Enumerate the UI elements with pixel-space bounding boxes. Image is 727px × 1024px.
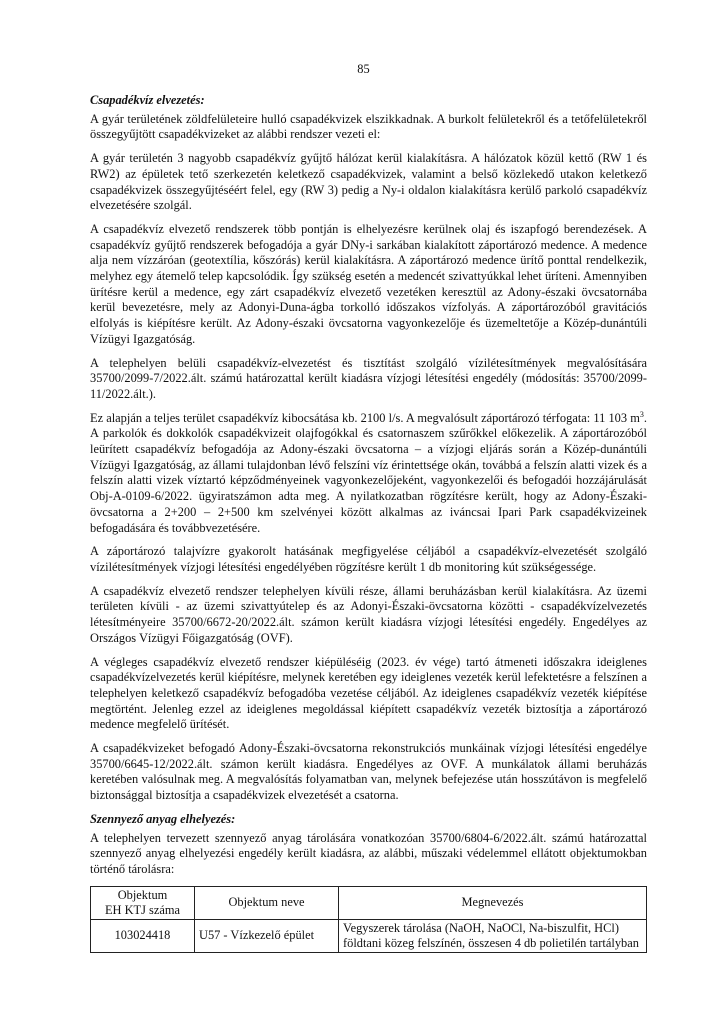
cell-object-name: U57 - Vízkezelő épület	[195, 919, 339, 952]
cell-object-id: 103024418	[91, 919, 195, 952]
header-description: Megnevezés	[339, 886, 647, 919]
cell-description: Vegyszerek tárolása (NaOH, NaOCl, Na-biszulfit, HCl) földtani közeg felszínén, összesen 4 db polietilén tartályban	[339, 919, 647, 952]
paragraph-7: A csapadékvíz elvezető rendszer telephelyen kívüli része, állami beruházásban kerül kialakításra. Az üzemi területen kívüli - az üzemi szivattyútelep és az Adonyi-Északi-övcsatorna közötti - csapadékvízelvezetés létesítményeire 35700/6672-20/2022.ált. számon került kiadásra vízjogi létesítési engedély. Engedélyes az Országos Vízügyi Főigazgatóság (OVF).	[90, 583, 647, 645]
paragraph-4: A telephelyen belüli csapadékvíz-elvezetést és tisztítást szolgáló vízilétesítmények megvalósítására 35700/2099-7/2022.ált. számú határozattal került kiadásra vízjogi létesítési engedély (módosítás: 35700/2099-11/2022.ált.).	[90, 355, 647, 401]
page-number: 85	[357, 62, 370, 76]
table-header-row	[91, 886, 647, 919]
paragraph-5-part-a: Ez alapján a teljes terület csapadékvíz kibocsátása kb. 2100 l/s. A megvalósult záportározó térfogata: 11 103 m	[90, 410, 640, 425]
paragraph-1: A gyár területének zöldfelületeire hulló csapadékvizek elszikkadnak. A burkolt felületekről és a tetőfelületekről összegyűjtött csapadékvizeket az alábbi rendszer vezeti el:	[90, 111, 647, 142]
header-object-id: Objektum EH KTJ száma	[91, 886, 195, 919]
page-content	[90, 93, 647, 953]
paragraph-6: A záportározó talajvízre gyakorolt hatásának megfigyelése céljából a csapadékvíz-elvezetését szolgáló vízilétesítmények vízjogi létesítési engedélyében rögzítésre került 1 db monitoring kút szükségessége.	[90, 544, 647, 574]
paragraph-5-part-b: . A parkolók és dokkolók csapadékvizeit olajfogókkal és csatornaszem szűrőkkel előkezelik. A záportározóból leürített csapadékvíz befogadója az Adony-északi övcsatorna – a vízjogi eljárás során a Közép-dunántúli Vízügyi Igazgatóság, az állami tulajdonban lévő felszíni víz érintettsége okán, továbbá a felszín alatti vizek és a felszín alatti vizek víztartó képződményeinek vagyonkezelőjeként, vagyonkezelői és befogadói hozzájárulását Obj-A-0109-6/2022. ügyiratszámon adta meg. A nyilatkozatban rögzítésre került, hogy az Adony-Északi-övcsatorna a 2+200 – 2+500 km szelvényei között alkalmas az iváncsai Ipari Park csapadékvizeinek befogadására és továbbvezetésére.	[90, 410, 647, 535]
pollutant-heading: Szennyező anyag elhelyezés:	[90, 811, 236, 826]
header-object-name: Objektum neve	[195, 886, 339, 919]
stormwater-heading: Csapadékvíz elvezetés:	[90, 93, 205, 107]
table-row	[91, 919, 647, 952]
paragraph-8: A végleges csapadékvíz elvezető rendszer kiépüléséig (2023. év vége) tartó átmeneti időszakra ideiglenes csapadékvízelvezetés kerül kiépítésre, melynek keretében egy ideiglenes vezeték kerül lefektetésre a felszínen a telephelyen keletkező csapadékvíz befogadóba vezetése céljából. Az ideiglenes csapadékvíz vezeték kiépítése megtörtént. Jelenleg ezzel az ideiglenes megoldással kiépített csapadékvíz vezeték biztosítja a záportározó medence megfelelő ürítését.	[90, 654, 647, 732]
paragraph-10: A telephelyen tervezett szennyező anyag tárolására vonatkozóan 35700/6804-6/2022.ált. számú határozattal szennyező anyag elhelyezési engedély került kiadásra, az alábbi, műszaki védelemmel ellátott objektumokban történő tárolásra:	[90, 830, 647, 876]
paragraph-3: A csapadékvíz elvezető rendszerek több pontján is elhelyezésre kerülnek olaj és iszapfogó berendezések. A csapadékvíz gyűjtő rendszerek befogadója a gyár DNy-i sarkában kialakított záportározó medence. A medence alja nem vízzáróan (geotextília, kőszórás) kerül kialakításra. A záportározó medence ürítő ponttal rendelkezik, melyhez egy átemelő telep kapcsolódik. Így szükség esetén a medencét szivattyúkkal lehet üríteni. Amennyiben ürítésre kerül a medence, egy zárt csapadékvíz elvezető vezetéken keresztül az Adony-északi övcsatornába kerül bevezetésre, mely az Adonyi-Duna-ágba torkolló időszakos vízfolyás. A záportározóból gravitációs elfolyás is kiépítésre került. Az Adony-északi övcsatorna vagyonkezelője és üzemeltetője a Közép-dunántúli Vízügyi Igazgatóság.	[90, 221, 647, 346]
paragraph-5	[90, 411, 647, 537]
cubic-superscript: 3	[639, 409, 644, 419]
paragraph-2: A gyár területén 3 nagyobb csapadékvíz gyűjtő hálózat kerül kialakításra. A hálózatok közül kettő (RW 1 és RW2) az épületek tető szerkezetén keletkező csapadékvizek, valamint a belső közlekedő utakon keletkező csapadékvizek összegyűjtéséért felel, egy (RW 3) pedig a Ny-i oldalon kialakításra kerülő parkoló csapadékvíz elvezetésére szolgál.	[90, 151, 647, 213]
paragraph-9: A csapadékvizeket befogadó Adony-Északi-övcsatorna rekonstrukciós munkáinak vízjogi létesítési engedélye 35700/6645-12/2022.ált. számon került kiadásra. Engedélyes az OVF. A munkálatok állami beruházás keretében valósulnak meg. A megvalósítás folyamatban van, melynek befejezése után hosszútávon is megfelelő biztonsággal biztosítja a csapadékvizek elvezetését a csatorna.	[90, 741, 647, 803]
objects-table	[90, 886, 647, 953]
